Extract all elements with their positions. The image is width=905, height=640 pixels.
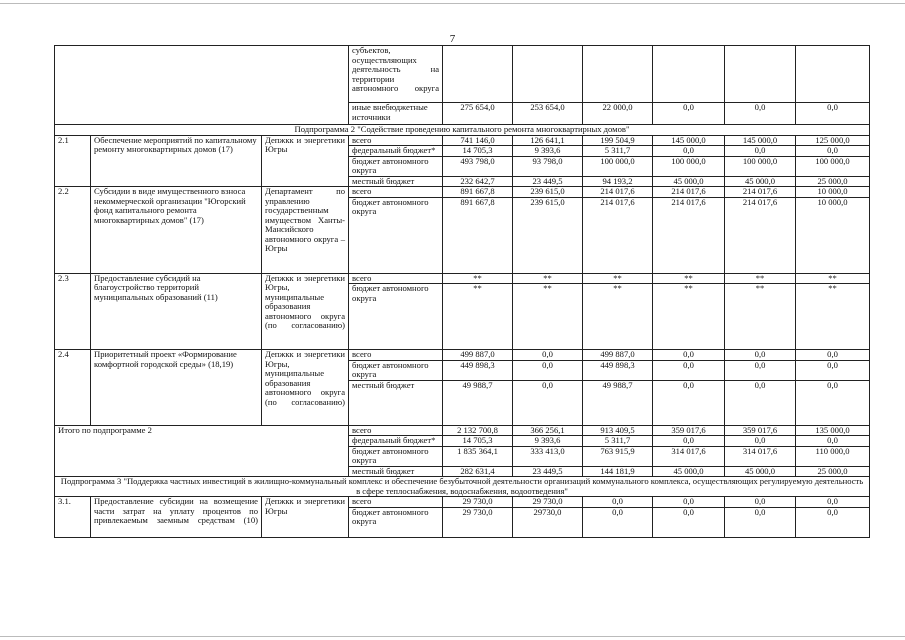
executor-cell: Депжкк и энергетики Югры, муниципальные образования автономного округа (по согласованию)	[262, 273, 349, 350]
activity-name: Обеспечение мероприятий по капитальному ремонту многоквартирных домов (17)	[91, 135, 262, 187]
page-number: 7	[449, 33, 456, 45]
value-cell: 0,0	[513, 380, 583, 425]
value-cell: 145 000,0	[725, 135, 796, 146]
value-cell: 253 654,0	[513, 103, 583, 125]
source-cell: всего	[349, 273, 443, 284]
value-cell: 499 887,0	[443, 350, 513, 361]
value-cell: **	[653, 273, 725, 284]
source-cell: федеральный бюджет*	[349, 436, 443, 447]
source-cell: местный бюджет	[349, 380, 443, 425]
value-cell: 22 000,0	[583, 103, 653, 125]
value-cell: 0,0	[725, 103, 796, 125]
value-cell: 0,0	[796, 350, 870, 361]
value-cell: 0,0	[796, 436, 870, 447]
source-cell: бюджет автономного округа	[349, 197, 443, 273]
value-cell	[653, 46, 725, 103]
value-cell: 359 017,6	[653, 425, 725, 436]
activity-name: Предоставление субсидий на благоустройство территорий муниципальных образований (11)	[91, 273, 262, 350]
value-cell: 493 798,0	[443, 156, 513, 176]
source-cell: федеральный бюджет*	[349, 146, 443, 157]
value-cell: 0,0	[653, 436, 725, 447]
activity-name: Субсидии в виде имущественного взноса некоммерческой организации "Югорский фонд капитального ремонта многоквартирных домов" (17)	[91, 187, 262, 274]
total-row	[55, 425, 870, 436]
value-cell: 366 256,1	[513, 425, 583, 436]
source-cell: всего	[349, 497, 443, 508]
source-cell: всего	[349, 187, 443, 198]
value-cell: 199 504,9	[583, 135, 653, 146]
value-cell: **	[513, 273, 583, 284]
value-cell: 0,0	[796, 497, 870, 508]
table-row	[55, 46, 870, 103]
value-cell: 0,0	[583, 507, 653, 537]
value-cell: 314 017,6	[725, 446, 796, 466]
section-header-row	[55, 125, 870, 136]
value-cell: 45 000,0	[725, 466, 796, 477]
source-cell: бюджет автономного округа	[349, 284, 443, 350]
value-cell: 499 887,0	[583, 350, 653, 361]
value-cell: 0,0	[725, 497, 796, 508]
value-cell: 25 000,0	[796, 466, 870, 477]
value-cell: **	[443, 284, 513, 350]
empty-cell	[55, 46, 349, 125]
value-cell: 94 193,2	[583, 176, 653, 187]
value-cell: **	[513, 284, 583, 350]
value-cell: 0,0	[796, 146, 870, 157]
value-cell: 100 000,0	[725, 156, 796, 176]
table-row	[55, 497, 870, 508]
source-cell: субъектов, осуществляющих деятельность на территории автономного округа	[349, 46, 443, 103]
executor-cell: Депжкк и энергетики Югры	[262, 497, 349, 538]
value-cell: 214 017,6	[653, 197, 725, 273]
value-cell: 100 000,0	[583, 156, 653, 176]
value-cell: 49 988,7	[583, 380, 653, 425]
value-cell: 239 615,0	[513, 187, 583, 198]
value-cell: 23 449,5	[513, 466, 583, 477]
row-number: 2.2	[55, 187, 91, 274]
source-cell: бюджет автономного округа	[349, 446, 443, 466]
value-cell: 14 705,3	[443, 436, 513, 447]
value-cell: 0,0	[796, 507, 870, 537]
value-cell: 125 000,0	[796, 135, 870, 146]
executor-cell: Депжкк и энергетики Югры	[262, 135, 349, 187]
value-cell: 0,0	[725, 380, 796, 425]
value-cell: 49 988,7	[443, 380, 513, 425]
value-cell: 10 000,0	[796, 187, 870, 198]
value-cell	[796, 46, 870, 103]
subprogram-2-title: Подпрограмма 2 "Содействие проведению капитального ремонта многоквартирных домов"	[55, 125, 870, 136]
value-cell: 232 642,7	[443, 176, 513, 187]
source-cell: всего	[349, 425, 443, 436]
source-cell: местный бюджет	[349, 176, 443, 187]
table-row	[55, 273, 870, 284]
value-cell: 0,0	[725, 146, 796, 157]
value-cell: 45 000,0	[653, 176, 725, 187]
row-number: 2.3	[55, 273, 91, 350]
source-cell: бюджет автономного округа	[349, 360, 443, 380]
scan-edge-top	[0, 3, 905, 4]
value-cell: 144 181,9	[583, 466, 653, 477]
value-cell: 29 730,0	[513, 497, 583, 508]
value-cell: 214 017,6	[583, 197, 653, 273]
row-number: 3.1.	[55, 497, 91, 538]
value-cell: 110 000,0	[796, 446, 870, 466]
value-cell: **	[583, 284, 653, 350]
value-cell: 0,0	[796, 360, 870, 380]
value-cell: 0,0	[653, 380, 725, 425]
table-row	[55, 187, 870, 198]
value-cell: 29 730,0	[443, 507, 513, 537]
value-cell: **	[725, 273, 796, 284]
total-label: Итого по подпрограмме 2	[55, 425, 349, 477]
row-number: 2.1	[55, 135, 91, 187]
value-cell	[583, 46, 653, 103]
subprogram-3-title: Подпрограмма 3 "Поддержка частных инвестиций в жилищно-коммунальный комплекс и обеспечение безубыточной деятельности организаций коммунального комплекса, осуществляющих регулируемую деятельность в сфере теплоснабжения, водоснабжения, водоотведения"	[55, 477, 870, 497]
value-cell: 891 667,8	[443, 187, 513, 198]
value-cell: 25 000,0	[796, 176, 870, 187]
value-cell: 333 413,0	[513, 446, 583, 466]
value-cell: 5 311,7	[583, 436, 653, 447]
activity-name: Предоставление субсидии на возмещение части затрат на уплату процентов по привлекаемым заемным средствам (10)	[91, 497, 262, 538]
section-header-row	[55, 477, 870, 497]
value-cell: 9 393,6	[513, 146, 583, 157]
value-cell: **	[653, 284, 725, 350]
value-cell: 10 000,0	[796, 197, 870, 273]
value-cell: 100 000,0	[653, 156, 725, 176]
value-cell: 214 017,6	[725, 187, 796, 198]
value-cell: **	[796, 273, 870, 284]
value-cell: 239 615,0	[513, 197, 583, 273]
value-cell: 2 132 700,8	[443, 425, 513, 436]
value-cell: 891 667,8	[443, 197, 513, 273]
value-cell	[725, 46, 796, 103]
value-cell: 29 730,0	[443, 497, 513, 508]
source-cell: всего	[349, 350, 443, 361]
value-cell: **	[443, 273, 513, 284]
value-cell: 100 000,0	[796, 156, 870, 176]
value-cell: 449 898,3	[583, 360, 653, 380]
value-cell: **	[725, 284, 796, 350]
value-cell: 0,0	[725, 507, 796, 537]
value-cell: 93 798,0	[513, 156, 583, 176]
value-cell	[513, 46, 583, 103]
value-cell: 214 017,6	[583, 187, 653, 198]
value-cell: **	[583, 273, 653, 284]
value-cell: 5 311,7	[583, 146, 653, 157]
value-cell: 0,0	[653, 507, 725, 537]
program-table	[54, 45, 870, 538]
value-cell: **	[796, 284, 870, 350]
value-cell: 359 017,6	[725, 425, 796, 436]
value-cell: 214 017,6	[653, 187, 725, 198]
value-cell: 135 000,0	[796, 425, 870, 436]
value-cell: 0,0	[513, 360, 583, 380]
value-cell: 0,0	[653, 497, 725, 508]
value-cell: 0,0	[796, 380, 870, 425]
value-cell: 449 898,3	[443, 360, 513, 380]
value-cell: 0,0	[653, 360, 725, 380]
value-cell	[443, 46, 513, 103]
table-row	[55, 135, 870, 146]
value-cell: 0,0	[653, 350, 725, 361]
row-number: 2.4	[55, 350, 91, 426]
value-cell: 9 393,6	[513, 436, 583, 447]
value-cell: 14 705,3	[443, 146, 513, 157]
value-cell: 741 146,0	[443, 135, 513, 146]
value-cell: 0,0	[725, 436, 796, 447]
value-cell: 913 409,5	[583, 425, 653, 436]
value-cell: 0,0	[725, 360, 796, 380]
value-cell: 126 641,1	[513, 135, 583, 146]
value-cell: 45 000,0	[653, 466, 725, 477]
scan-edge-bottom	[0, 636, 905, 637]
source-cell: всего	[349, 135, 443, 146]
value-cell: 763 915,9	[583, 446, 653, 466]
executor-cell: Департамент по управлению государственным имуществом Ханты-Мансийского автономного округа – Югры	[262, 187, 349, 274]
value-cell: 314 017,6	[653, 446, 725, 466]
executor-cell: Депжкк и энергетики Югры, муниципальные образования автономного округа (по согласованию)	[262, 350, 349, 426]
source-cell: бюджет автономного округа	[349, 507, 443, 537]
value-cell: 214 017,6	[725, 197, 796, 273]
source-cell: местный бюджет	[349, 466, 443, 477]
value-cell: 0,0	[725, 350, 796, 361]
value-cell: 275 654,0	[443, 103, 513, 125]
activity-name: Приоритетный проект «Формирование комфортной городской среды» (18,19)	[91, 350, 262, 426]
source-cell: иные внебюджетные источники	[349, 103, 443, 125]
value-cell: 0,0	[583, 497, 653, 508]
value-cell: 145 000,0	[653, 135, 725, 146]
value-cell: 1 835 364,1	[443, 446, 513, 466]
value-cell: 45 000,0	[725, 176, 796, 187]
value-cell: 29730,0	[513, 507, 583, 537]
value-cell: 0,0	[796, 103, 870, 125]
value-cell: 0,0	[653, 146, 725, 157]
value-cell: 282 631,4	[443, 466, 513, 477]
value-cell: 0,0	[513, 350, 583, 361]
value-cell: 23 449,5	[513, 176, 583, 187]
source-cell: бюджет автономного округа	[349, 156, 443, 176]
value-cell: 0,0	[653, 103, 725, 125]
table-row	[55, 350, 870, 361]
